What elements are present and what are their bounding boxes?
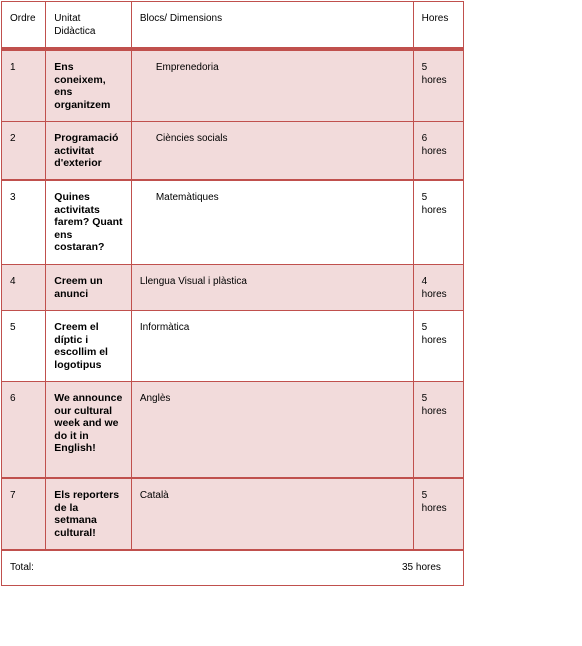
cell-hores	[413, 311, 463, 382]
cell-ordre: 2	[2, 122, 46, 181]
cell-bloc: Emprenedoria	[131, 49, 413, 122]
cell-ordre: 4	[2, 265, 46, 311]
cell-hores	[413, 265, 463, 311]
cell-unitat: Els reporters de la setmana cultural!	[46, 478, 132, 550]
header-hores: Hores	[413, 2, 463, 50]
total-cell	[2, 550, 464, 586]
hores-unit: hores	[421, 205, 447, 216]
hores-unit: hores	[421, 75, 447, 86]
hores-num: 5	[421, 393, 428, 404]
cell-hores	[413, 478, 463, 550]
cell-ordre: 1	[2, 49, 46, 122]
total-value: 35 hores	[402, 562, 441, 573]
cell-ordre: 3	[2, 180, 46, 265]
cell-bloc: Informàtica	[131, 311, 413, 382]
hores-num: 5	[421, 192, 428, 203]
table-row	[2, 180, 464, 265]
table-row	[2, 311, 464, 382]
cell-bloc: Ciències socials	[131, 122, 413, 181]
cell-ordre: 6	[2, 382, 46, 479]
cell-bloc: Anglès	[131, 382, 413, 479]
cell-bloc: Llengua Visual i plàstica	[131, 265, 413, 311]
hores-unit: hores	[421, 503, 447, 514]
cell-unitat: Ens coneixem, ens organitzem	[46, 49, 132, 122]
cell-ordre: 7	[2, 478, 46, 550]
cell-hores	[413, 49, 463, 122]
cell-hores	[413, 180, 463, 265]
table-row	[2, 49, 464, 122]
hores-num: 6	[421, 133, 428, 144]
total-row	[2, 550, 464, 586]
header-ordre: Ordre	[2, 2, 46, 50]
table-row	[2, 382, 464, 479]
hores-unit: hores	[421, 289, 447, 300]
header-unitat-line2: Didàctica	[54, 26, 96, 37]
header-unitat-line1: Unitat	[54, 13, 81, 24]
hores-num: 5	[421, 322, 428, 333]
cell-unitat: Creem un anunci	[46, 265, 132, 311]
header-blocs: Blocs/ Dimensions	[131, 2, 413, 50]
cell-unitat: Quines activitats farem? Quant ens costaran?	[46, 180, 132, 265]
hores-num: 5	[421, 490, 428, 501]
cell-unitat: We announce our cultural week and we do it in English!	[46, 382, 132, 479]
hores-unit: hores	[421, 146, 447, 157]
cell-hores	[413, 122, 463, 181]
cell-unitat: Creem el díptic i escollim el logotipus	[46, 311, 132, 382]
units-table	[1, 1, 464, 586]
table-header-row	[2, 2, 464, 50]
hores-num: 5	[421, 62, 428, 73]
table-row	[2, 122, 464, 181]
cell-bloc: Català	[131, 478, 413, 550]
total-label: Total:	[10, 562, 34, 573]
cell-ordre: 5	[2, 311, 46, 382]
cell-bloc: Matemàtiques	[131, 180, 413, 265]
hores-unit: hores	[421, 335, 447, 346]
hores-unit: hores	[421, 406, 447, 417]
cell-hores	[413, 382, 463, 479]
table-row	[2, 478, 464, 550]
hores-num: 4	[421, 276, 428, 287]
header-unitat	[46, 2, 132, 50]
table-row	[2, 265, 464, 311]
cell-unitat: Programació activitat d'exterior	[46, 122, 132, 181]
